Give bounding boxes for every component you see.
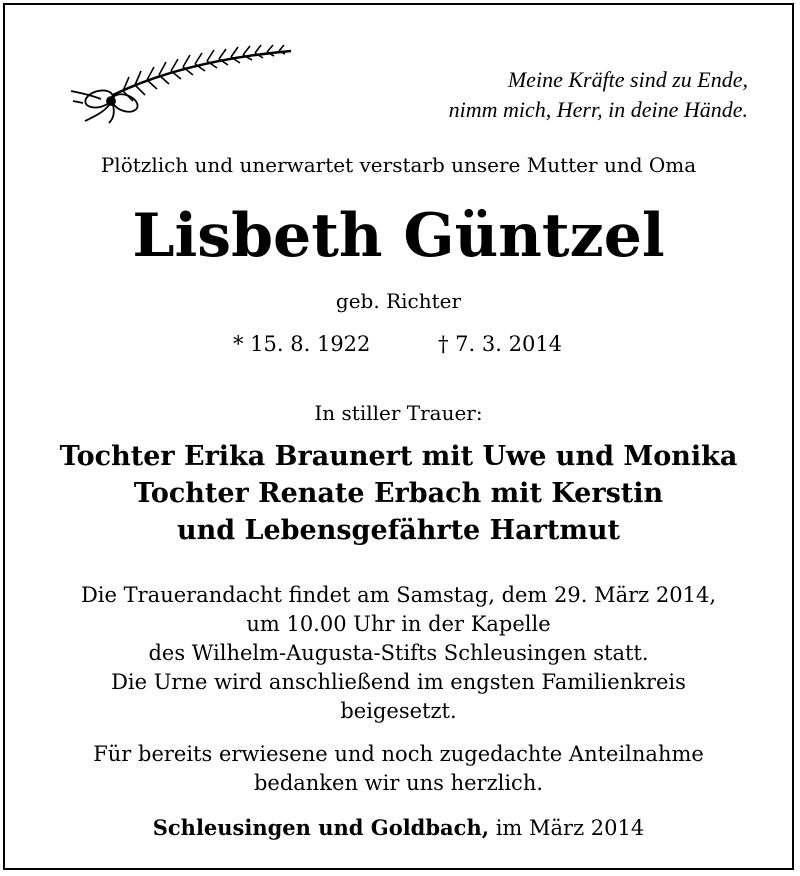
closing-places: Schleusingen und Goldbach, [152,815,490,840]
family-line: Tochter Renate Erbach mit Kerstin [133,478,664,509]
closing-date: im März 2014 [489,816,645,840]
life-dates [5,332,792,362]
death-date: † 7. 3. 2014 [438,332,563,356]
obituary-notice [3,3,794,870]
announcement-intro: Plötzlich und unerwartet verstarb unsere Mutter und Oma [100,153,697,177]
service-line: des Wilhelm-Augusta-Stifts Schleusingen statt. [148,641,649,665]
family-list [5,438,792,549]
family-line: Tochter Erika Braunert mit Uwe und Monika [59,441,738,472]
birth-date: * 15. 8. 1922 [233,332,371,356]
mourning-label: In stiller Trauer: [314,401,483,425]
thanks-line: Für bereits erwiesene und noch zugedachte Anteilnahme [93,742,704,766]
bible-verse [449,65,748,125]
place-and-date [5,815,792,840]
service-line: Die Urne wird anschließend im engsten Familienkreis [111,670,686,694]
thanks-line: bedanken wir uns herzlich. [253,771,544,795]
service-line: Die Trauerandacht findet am Samstag, dem 29. März 2014, [80,583,717,607]
thanks-note [5,740,792,798]
maiden-name: geb. Richter [335,289,462,313]
service-line: um 10.00 Uhr in der Kapelle [246,612,551,636]
palm-frond-with-bow-icon [63,43,299,125]
deceased-name: Lisbeth Güntzel [132,201,665,271]
service-line: beigesetzt. [340,699,457,723]
verse-line: Meine Kräfte sind zu Ende, [507,67,748,92]
service-details [5,581,792,726]
family-line: und Lebensgefährte Hartmut [176,515,621,546]
verse-line: nimm mich, Herr, in deine Hände. [448,97,748,122]
